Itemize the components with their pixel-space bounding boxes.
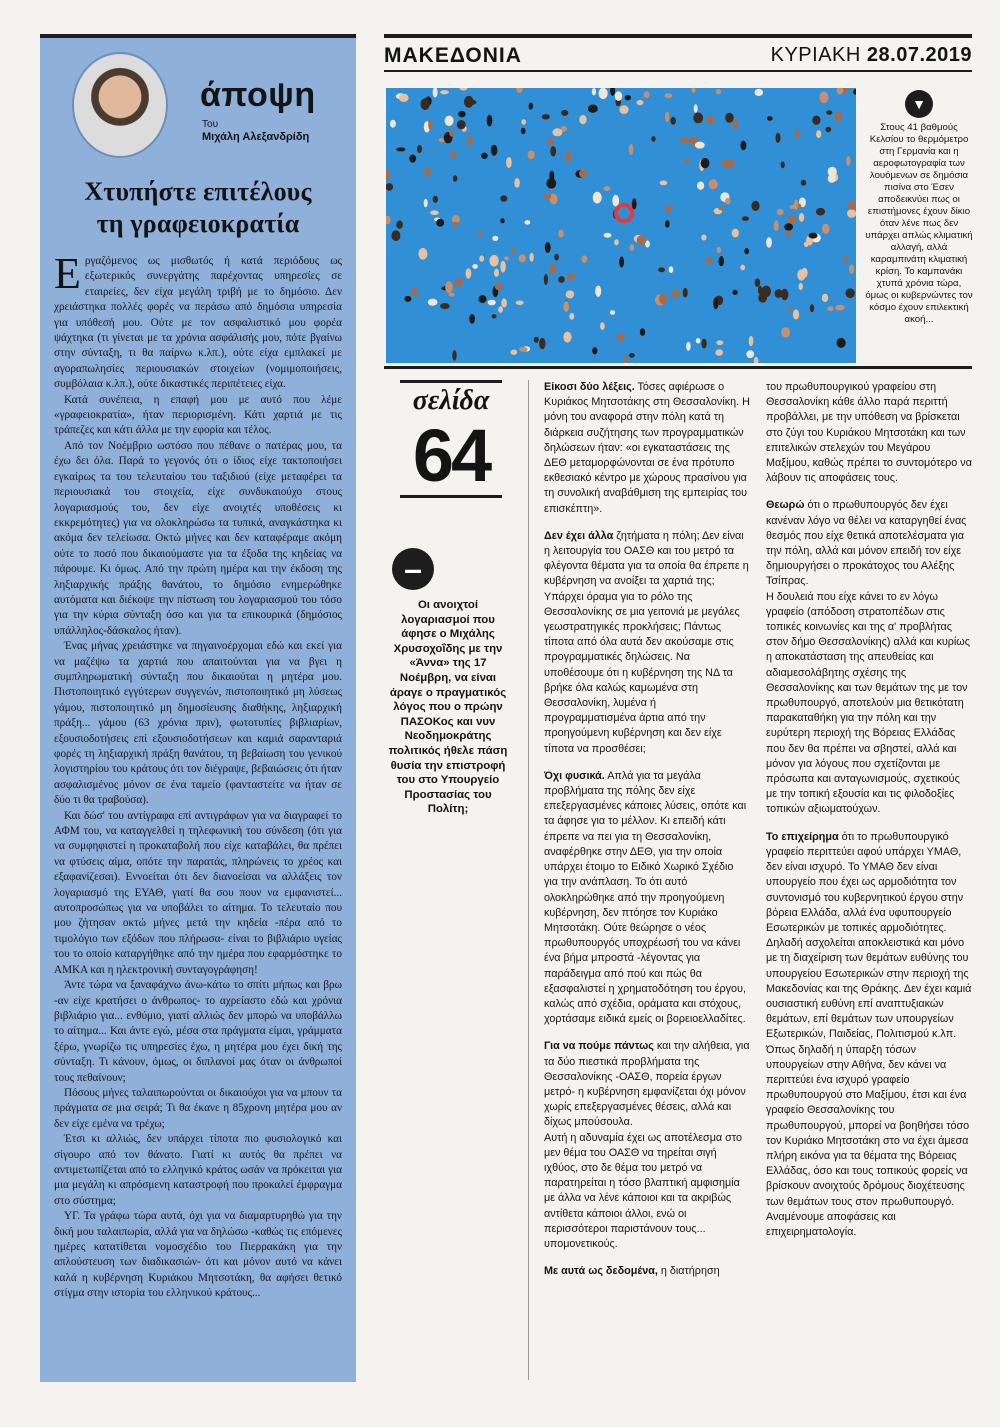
swimmer [835,305,845,311]
masthead [384,34,972,72]
swimmer [428,120,432,130]
swimmer [713,297,718,309]
swimmer [774,220,779,231]
swimmer [812,116,820,125]
column-paragraph: Θεωρώ ότι ο πρωθυπουργός δεν έχει κανέναν λόγο να θέλει να καταργηθεί ένας θεσμός που είχε θετικά αποτελέσματα για την πόλη, αλλά και μόνον επειδή τον είχε δημιουργήσει ο προκάτοχος του Αλέξης Τσίπρας. [766,499,967,588]
swimmer [610,310,615,315]
body-paragraph: Πόσους μήνες ταλαιπωρούνται οι δικαιούχοι για να μπουν τα πράγματα σε μια σειρά; Τι θα έκανε η 85χρονη μητέρα μου αν δεν είχε εμένα να τρέχω; [54,1086,342,1130]
swimmer [686,342,691,351]
swimmer [525,220,531,225]
swimmer [487,115,493,127]
swimmer [529,253,533,262]
swimmer [788,215,797,224]
swimmer [498,306,503,313]
swimmer [529,103,533,110]
minus-note: Οι ανοιχτοί λογαριασμοί που άφησε ο Μιχάλης Χρυσοχοΐδης με την «Άννα» της 17 Νοέμβρη, να είναι άραγε ο πραγματικός λόγος που ο πρώην ΠΑΣΟΚος και νυν Νεοδημοκράτης πολιτικός ήθελε πάση θυσία την επιστροφή του στο Υπουργείο Προστασίας του Πολίτη; [388,599,508,816]
swimmer [785,230,792,236]
swimmer [472,264,478,269]
swimmer [495,283,503,290]
swimmer [489,255,498,267]
opinion-title [54,176,342,240]
swimmer [701,235,706,241]
swimmer [816,130,821,138]
swimmer [718,206,724,210]
swimmer [777,209,784,215]
byline [202,118,309,144]
swimmer [695,142,705,149]
swimmer [701,158,710,168]
swimmer [665,112,669,123]
column-paragraph: Δεν έχει άλλα ζητήματα η πόλη; Δεν είναι η λειτουργία του ΟΑΣΘ και του μετρό τα φλέγοντα θέματα για τα οποία θα έπρεπε η κυβέρνηση να ανοίξει τα χαρτιά της; Υπάρχει όραμα για το ρόλο της Θεσσαλονίκης σε μια γειτονιά με μεγάλες γεωστρατηγικές προκλήσεις; Πάντως τίποτα από όλα αυτά δεν ακούσαμε στις προγραμματικές δηλώσεις. Να υποθέσουμε ότι η κυβέρνηση της ΝΔ τα βρήκε όλα καλώς καμωμένα στη Θεσσαλονίκη, λυμένα ή προγραμματισμένα άρτια από την προηγούμενη κυβέρνηση και δεν είχε τίποτα να προσθέσει; [544,529,749,755]
swimmer [614,239,619,245]
body-paragraph: Ένας μήνας χρειάστηκε να πηγαινοέρχομαι εδώ και εκεί για να μαζέψω τα χαρτιά που απαιτούνται για να βγει η συμπληρωματική σύνταξη που δικαιούται η μητέρα μου. Πιστοποιητικό εγγύτερων συγγενών, πιστοποιητικό μη λύσεως γάμου, πιστοποιητικό μη δημοσίευσης διαθήκης, ληξιαρχική πράξη... γάμου (63 χρόνια πριν), φωτοτυπίες βιβλιαρίων, εξουσιοδοτήσεις επί εξουσιοδοτήσεων και καμιά σαρανταριά φορές τη ληξιαρχική πράξη θανάτου, τη βεβαίωση του γενικού λογιστηρίου του κράτους ότι τον διέγραψε, βεβαιώσεις ότι ήταν ασφαλισμένος μόνον σε ένα ταμείο (φανταστείτε να ήταν σε δύο τι θα τραβούσα). [54,640,342,807]
swimmer [440,303,449,309]
swimmer [500,195,507,202]
swimmer [519,254,526,262]
swimmer [390,120,396,128]
swimmer [593,192,602,204]
swimmer [588,105,598,113]
section-divider [384,366,972,369]
title-line-1: Χτυπήστε επιτέλους [84,177,312,206]
down-arrow-icon: ▼ [905,90,933,118]
swimmer [542,114,550,119]
swimmer [809,233,818,239]
swimmer [825,127,831,133]
swimmer [409,155,416,163]
swimmer [797,269,805,280]
body-paragraph: ΥΓ. Τα γράφω τώρα αυτά, όχι για να διαμαρτυρηθώ για την δική μου ταλαιπωρία, αλλά για να δηλώσω -καθώς τις επόμενες ημέρες κατατίθεται νομοσχέδιο του Πιερρακάκη για την απλούστευση των διαδικασιών- ότι και μόνον αυτό να κάνει καλά η κυβέρνηση Κυριάκου Μητσοτάκη, θα αφήσει θετικό στίγμα στην ιστορία του ελληνικού κράτους... [54,1210,342,1300]
swimmer [552,128,562,136]
swimmer [781,161,785,168]
swimmer [629,244,634,251]
swimmer [795,129,799,140]
swimmer [481,153,488,159]
swimmer [566,290,575,298]
swimmer [458,111,466,118]
swimmer [550,146,556,156]
swimmer [793,309,799,319]
column-divider [528,380,529,1380]
swimmer [801,180,806,186]
body-paragraph: Κατά συνέπεια, η επαφή μου με αυτό που λέμε «γραφειοκρατία», ήταν περιορισμένη. Κάτι χαρτιά με τις τράπεζες και κάτι άλλα με την εφορία και τέλος. [54,393,342,437]
swimmer [746,350,754,358]
issue-date [771,44,972,67]
swimmer [424,167,431,176]
swimmer [751,201,759,211]
photo-caption [864,90,974,326]
swimmer [694,104,698,113]
swimmer [732,290,737,295]
swimmer [567,274,575,280]
swimmer [554,254,559,261]
swimmer [843,256,848,262]
swimmer [436,219,444,227]
swimmer [784,223,793,230]
swimmer [391,230,400,241]
swimmer [732,229,739,238]
swimmer [492,236,498,241]
swimmer [514,178,519,188]
issue-day: ΚΥΡΙΑΚΗ [770,44,861,66]
swimmer [742,216,749,221]
swimmer [619,105,628,114]
swimmer [660,181,668,186]
swimmer [644,91,650,98]
swimmer [625,95,631,100]
swimmer [521,119,526,124]
swimmer [452,350,456,361]
swimmer [599,88,608,99]
swimmer [849,265,854,274]
swimmer [665,220,670,228]
swimmer [658,267,665,272]
page-number: 64 [400,417,502,498]
swimmer [781,327,790,337]
swimmer [491,145,498,156]
swimmer [500,261,505,273]
swimmer [445,116,454,126]
swimmer [822,294,828,302]
swimmer [453,175,458,182]
swimmer [767,116,773,121]
page-box [400,380,502,498]
swimmer [396,147,405,151]
swimmer [488,300,496,306]
swimmer [579,170,587,178]
swimmer [477,231,483,235]
swimmer [670,117,676,125]
title-line-2: τη γραφειοκρατία [96,209,300,238]
swimmer [519,347,528,352]
author-avatar [72,52,168,158]
swimmer [775,289,783,298]
swimmer [399,94,409,102]
swimmer [640,328,645,336]
swimmer [558,230,564,238]
swimmer [725,113,734,123]
swimmer [544,274,548,285]
swimmer [469,314,475,324]
column-paragraph: Αναμένουμε αποφάσεις και επιχειρηματολογία. [766,1210,896,1238]
swimmer [790,205,796,209]
swimmer [440,90,449,94]
swimmer [544,193,551,200]
swimmer [846,288,855,298]
swimmer [826,110,832,115]
swimmer [725,198,730,205]
swimmer [561,110,568,116]
swimmer [617,334,625,342]
swimmer [683,288,688,298]
swimmer [592,347,597,354]
swimmer [604,186,611,191]
swimmer [548,138,554,146]
opinion-body [54,249,342,1302]
swimmer [761,286,771,298]
swimmer [827,306,833,311]
body-paragraph: Εργαζόμενος ως μισθωτός ή κατά περιόδους ως εξωτερικός συνεργάτης παρέχοντας υπηρεσίες σε εταιρείες, δεν είχα μεγάλη τριβή με το δημόσιο. Δεν χρειάστηκα πολλές φορές να περάσω από δημόσια υπηρεσία για υπόθεσή μου. Ούτε με τον ασφαλιστικό μου φορέα ψάχτηκα (τι γίνεται με τα χρόνια ασφάλισής μου, πότε βγαίνω στην σύνταξη, τι θα παίρνω κ.λπ.), ούτε είχα εμπλακεί με αγοραπωλησίες περιουσιακών στοιχείων (νομιμοποιήσεις, συμβόλαια κ.λπ.), ούτε δικαστικές περιπέτειες είχα. [54,249,342,391]
swimmer [600,322,605,330]
swimmer [450,152,457,158]
swimmer [428,299,438,306]
swimmer [511,248,515,254]
swimmer [665,205,671,213]
column-paragraph: Αυτή η αδυναμία έχει ως αποτέλεσμα στο μεν θέμα του ΟΑΣΘ να τηρείται σιγή ιχθύος, στο δε θέμα του μετρό να παρατηρείται η τόσο βλαπτική αμφισημία με άλλα να λένε κάποιοι και τα ακριβώς αντίθετα κάποιοι άλλοι, ενώ οι περισσότεροι παριστάνουν τους... υπομονετικούς. [544,1131,742,1250]
swimmer [421,98,430,110]
swimmer [592,88,596,95]
swimmer [479,255,484,261]
swimmer [828,174,836,182]
swimmer [669,266,674,273]
swimmer [709,179,718,189]
body-paragraph: Και δώσ' του αντίγραφα επί αντιγράφων για να διαγραφεί το ΑΦΜ του, να καταγγελθεί η τηλεφωνική του σύνδεση (ότι για να συμφηφιστεί η προκαταβολή που είχε καταβάλει, θα πρέπει να φτύσεις αίμα, οπότε την παρατάς, πληρώνεις το χρέος και εξαφανίζεσαι). Εννοείται ότι δεν διανοείσαι να αλλάξεις τον λογαριασμό της ΕΥΑΘ, γιατί θα σου πουν να εμφανιστεί... αυτοπροσώπως για να υποβάλει το αίτημα. Το τελευταίο που μου ζήτησαν οκτώ μήνες μετά την κηδεία -πέρα από το τιμολόγιο των εξόδων που πλήρωσα- είναι το βιβλιάριο υγείας του το οποίο καταργήθηκε από την ημέρα που εφαρμόστηκε το ΑΜΚΑ και η ηλεκτρονική συνταγογράφηση! [54,809,342,976]
swimmer [799,213,804,222]
swimmer [417,145,422,153]
swimmer [445,281,453,293]
swimmer [788,308,793,312]
pool-aerial-photo [386,88,856,363]
swimmer [501,298,507,307]
swimmer [569,313,574,320]
swimmer [604,233,612,238]
swimmer [816,208,825,216]
column-paragraph: Για να πούμε πάντως και την αλήθεια, για τα δύο πιεστικά προβλήματα της Θεσσαλονίκης -ΟΑΣΘ, πορεία έργων μετρό- η κυβέρνηση εμφανίζεται όχι μόνον χωρίς επεξεργασμένες θέσεις, αλλά και δίχως μπούσουλα. [544,1040,750,1129]
swimmer [612,195,619,207]
swimmer [706,116,714,124]
swimmer [766,237,772,247]
swimmer [637,100,644,105]
swimmer [545,242,551,253]
swimmer [755,89,764,96]
swimmer [717,247,721,253]
swimmer [705,257,713,264]
swimmer [732,119,738,129]
page-word: σελίδα [400,380,502,417]
swimmer [835,111,842,122]
swimmer [521,128,526,134]
swimmer [651,136,655,142]
swimmer [396,221,403,229]
swimmer [776,133,781,143]
issue-date-value: 28.07.2019 [866,44,972,66]
swimmer [466,268,472,278]
swimmer [558,276,565,283]
swimmer [504,256,509,260]
swimmer [799,283,803,290]
swimmer [696,338,701,344]
swimmer [819,91,828,103]
swimmer [582,255,588,263]
swimmer [528,150,535,159]
author-name: Μιχάλη Αλεξανδρίδη [202,131,310,143]
section-label: άποψη [200,76,316,114]
swimmer [433,196,438,203]
swimmer [715,349,723,356]
pool-illustration [386,88,856,363]
swimmer [719,256,724,266]
byline-prefix: Του [202,119,219,130]
column-paragraph: Το επιχείρημα ότι το πρωθυπουργικό γραφείο περιττεύει αφού υπάρχει ΥΜΑΘ, δεν είναι ισχυρό. Το ΥΜΑΘ δεν είναι υπουργείο που έχει ως αρμοδιότητα τον συντονισμό του κυβερνητικού έργου στην βόρεια Ελλάδα, αλλά ένα υφυπουργείο Εσωτερικών με τοπικές αρμοδιότητες. Δηλαδή ασχολείται αποκλειστικά και μόνο με τη διαχείριση των θεμάτων ευθύνης του υπουργείου Εσωτερικών στην περιοχή της Μακεδονίας και της Θράκης. Δεν έχει καμιά ουσιαστική ευθύνη επί αναπτυξιακών θεμάτων, επί θεμάτων των υπουργείων Εξωτερικών, Παιδείας, Πολιτισμού κ.λπ. Όπως δηλαδή η ύπαρξη τόσων υπουργείων στην Αθήνα, δεν κάνει να περιττεύει ένα ισχυρό γραφείο πρωθυπουργού στο Μαξίμου, έτσι και ένα γραφείο Θεσσαλονίκης του πρωθυπουργού, μπορεί να βοηθήσει τόσο τον Κυριάκο Μητσοτάκη στο να έχει άμεσα πλήρη εικόνα για τα θέματα της Βόρειας Ελλάδας, όσο και τους τοπικούς φορείς να βρίσκουν ανοιχτούς δρόμους διοχέτευσης των θεμάτων τους στον πρωθυπουργό. [766,830,972,1208]
swimmer [546,178,556,189]
swimmer [847,209,856,218]
column-paragraph: του πρωθυπουργικού γραφείου στη Θεσσαλονίκη κάθε άλλο παρά περιττή προβάλλει, με την υπόθεση να βρίσκεται στο ζύγι του Κυριάκου Μητσοτάκη και των επιτελικών στελεχών του Μεγάρου Μαξίμου, καθώς πρέπει το συντομότερο να λάβουν τις αποφάσεις τους. [766,381,972,485]
drop-cap: Ε [54,249,81,298]
swimmer [579,115,586,124]
swimmer [449,129,454,136]
minus-icon: – [392,548,434,590]
swimmer [683,159,689,164]
swimmer [506,157,512,168]
swimmer [619,256,624,267]
swimmer [659,294,667,305]
swimmer [430,210,439,215]
swimmer [411,288,418,296]
swimmer [665,93,673,98]
swimmer [479,295,487,303]
swimmer [563,332,571,343]
opinion-header [54,38,342,168]
swimmer [615,91,622,101]
opinion-column [40,34,356,1382]
swimmer [494,269,499,277]
swimmer [439,138,445,142]
swimmer [702,339,707,349]
body-paragraph: Έτσι κι αλλιώς, δεν υπάρχει τίποτα πιο φυσιολογικό και σίγουρο από τον θάνατο. Γιατί κι αυτός θα πρέπει να αντιμετωπίζεται από το ελληνικό κράτος ωσάν να πρόκειται για μια μεγάλη κι απρόσμενη καταστροφή που προκαλεί έμφραγμα στο σύστημα; [54,1133,342,1207]
swimmer [629,353,635,358]
swimmer [449,293,455,297]
swimmer [810,304,814,312]
column-2 [544,380,750,1291]
swimmer [516,301,524,306]
column-paragraph: Είκοσι δύο λέξεις. Τόσες αφιέρωσε ο Κυριάκος Μητσοτάκης στη Θεσσαλονίκη. Η μόνη του αναφορά στην πόλη κατά τη διάρκεια συζήτησης των προγραμματικών δηλώσεων ήταν: «οι εγκαταστάσεις της ΔΕΘ μεταμορφώνονται σε ένα πρότυπο εκθεσιακό κέντρο με χώρους πρασίνου για τη συνολική αναβάθμιση της εμπειρίας του επισκέπτη». [544,381,750,515]
swimmer [629,144,634,155]
swimmer [500,218,504,223]
swimmer [492,314,497,318]
swimmer [418,248,427,260]
swimmer [455,278,463,287]
swimmer [749,336,754,346]
body-paragraph: Από τον Νοέμβριο ωστόσο που πέθανε ο πατέρας μου, τα έχω δει όλα. Παρά το γεγονός ότι ο ίδιος είχε τακτοποιήσει εγκαίρως τα του τελευταίου του ταξιδιού (είχε μεταφέρει τα περιουσιακά του στοιχεία, είχε συνδυκαιούχο στους λογαριασμούς του, δεν είχε ανοιχτές υποθέσεις κι εκκρεμότητες) για να ολοκληρώσω τα τυπικά, αναγκάστηκα κι ακόμα δεν τελείωσα. Οκτώ μήνες και δεν καταφέραμε ακόμη ούτε το ποσό που δικαιούμαστε για τα έξοδα της κηδείας να πάρουμε. Κι όμως. Από την πρώτη ημέρα και την έκδοση της ληξιαρχικής πράξης θανάτου, το δημόσιο ενημερώθηκε αυτόματα και διέκοψε την πίστωση του λογαριασμού του τόσο για την κύρια σύνταξη όσο και για τα επικουρικά (δημόσιος υπάλληλος-δάσκαλος ήταν). [54,439,342,637]
swimmer [453,222,459,228]
swimmer [563,301,569,312]
swimmer [672,290,680,299]
swimmer [822,224,830,234]
swimmer [722,159,732,167]
swimmer [744,248,749,254]
swimmer [457,120,466,129]
swimmer [740,265,745,271]
body-paragraph: Άντε τώρα να ξαναφάχνω άνω-κάτω το σπίτι μήπως και βρω -αν είχε κρατήσει ο άνθρωπος- το αχρείαστο εδώ και χρόνια βιβλιάριο για... ενθύμιο, γιατί αλλιώς δεν μπορώ να υποβάλλω το αίτημα... Και άντε εγώ, μέσα στα πράγματα είμαι, γράμματα ξέρω, γνωρίζω τις υπηρεσίες έχω, η μητέρα μου έχει δική της σύνταξη. Τι κάνουν, όμως, οι διπλανοί μας όταν οι άνθρωποί τους πεθαίνουν; [54,979,342,1084]
swimmer [534,337,539,343]
swimmer [637,235,647,245]
swimmer [837,338,846,348]
swimmer [697,182,704,190]
newspaper-name: ΜΑΚΕΔΟΝΙΑ [384,44,522,67]
caption-text: Στους 41 βαθμούς Κελσίου το θερμόμετρο στη Γερμανία και η αεροφωτογραφία των λουόμενων σε δημόσια πισίνα στο Έσεν αποδεικνύει πως οι επιστήμονες έχουν δίκιο όταν λένε πως δεν υπάρχει απλώς κλιματική αλλαγή, αλλά καραμπινάτη κλιματική κρίση. Το καμπανάκι χτυπά χρόνια τώρα, όμως οι κυβερνώντες τον κόσμο έχουν επιλεκτική ακοή... [865,122,973,325]
swimmer [467,100,476,105]
swimmer [404,296,411,302]
swimmer [467,135,473,146]
swimmer [693,113,703,124]
swimmer [595,286,601,297]
column-paragraph: Η δουλειά που είχε κάνει το εν λόγω γραφείο (απόδοση στρατοπέδων στις τοπικές κοινωνίες και της α' προβλήτας στον δήμο Θεσσαλονίκης) αλλά και κυρίως η αποκατάσταση της απευθείας και αδιαμεσολάβητης σχέσης της Θεσσαλονίκης και των θεμάτων της με τον πρωθυπουργό, αποτελούν μια θετικότατη παρακαταθήκη για την πόλη και την ευρύτερη περιοχή της Βόρειας Ελλάδας που δεν θα πρέπει να σβηστεί, αλλά και μόνον για λόγους που σχετίζονται με πρόσωπα και ανταγωνισμούς, σχετικούς με την τοπική εξουσία και τις φιλοδοξίες τοπικών αξιωματούχων. [766,590,970,816]
swimmer [716,89,721,94]
column-3 [766,380,972,1252]
swimmer [424,199,428,208]
swimmer [716,340,723,345]
column-paragraph: Με αυτά ως δεδομένα, η διατήρηση [544,1265,720,1278]
swimmer [846,156,850,166]
swimmer [740,141,746,151]
swimmer [511,350,518,355]
swimmer [755,278,761,287]
swimmer [549,264,556,274]
swimmer [680,137,690,143]
swimmer [566,151,572,162]
column-paragraph: Όχι φυσικά. Απλά για τα μεγάλα προβλήματα της πόλης δεν είχε επεξεργασμένες κάποιες λύσεις, οπότε και τα άφησε για το μέλλον. Κι επειδή κάτι έπρεπε να πει για τη Θεσσαλονίκη, αναφέρθηκε στην ΔΕΘ, για την οποία υπάρχει έτοιμο το Ειδικό Χωρικό Σχέδιο για την ανάπλαση. Το ότι αυτό ολοκληρώθηκε από την προηγούμενη κυβέρνηση, δεν πτόησε τον Κυριάκο Μητσοτάκη. Ούτε θεώρησε ο νέος πρωθυπουργός υποχρέωσή του να κάνει ένα βήμα μπροστά -λέγοντας για παράδειγμα από πού και πώς θα εξασφαλιστεί η χρηματοδότηση του έργου, καλώς από σχέδια, οράματα και στόχους, χορτάσαμε ειδικά εμείς οι βορειοελλαδίτες. [544,769,747,1026]
swimmer [758,286,762,295]
swimmer [539,338,545,349]
